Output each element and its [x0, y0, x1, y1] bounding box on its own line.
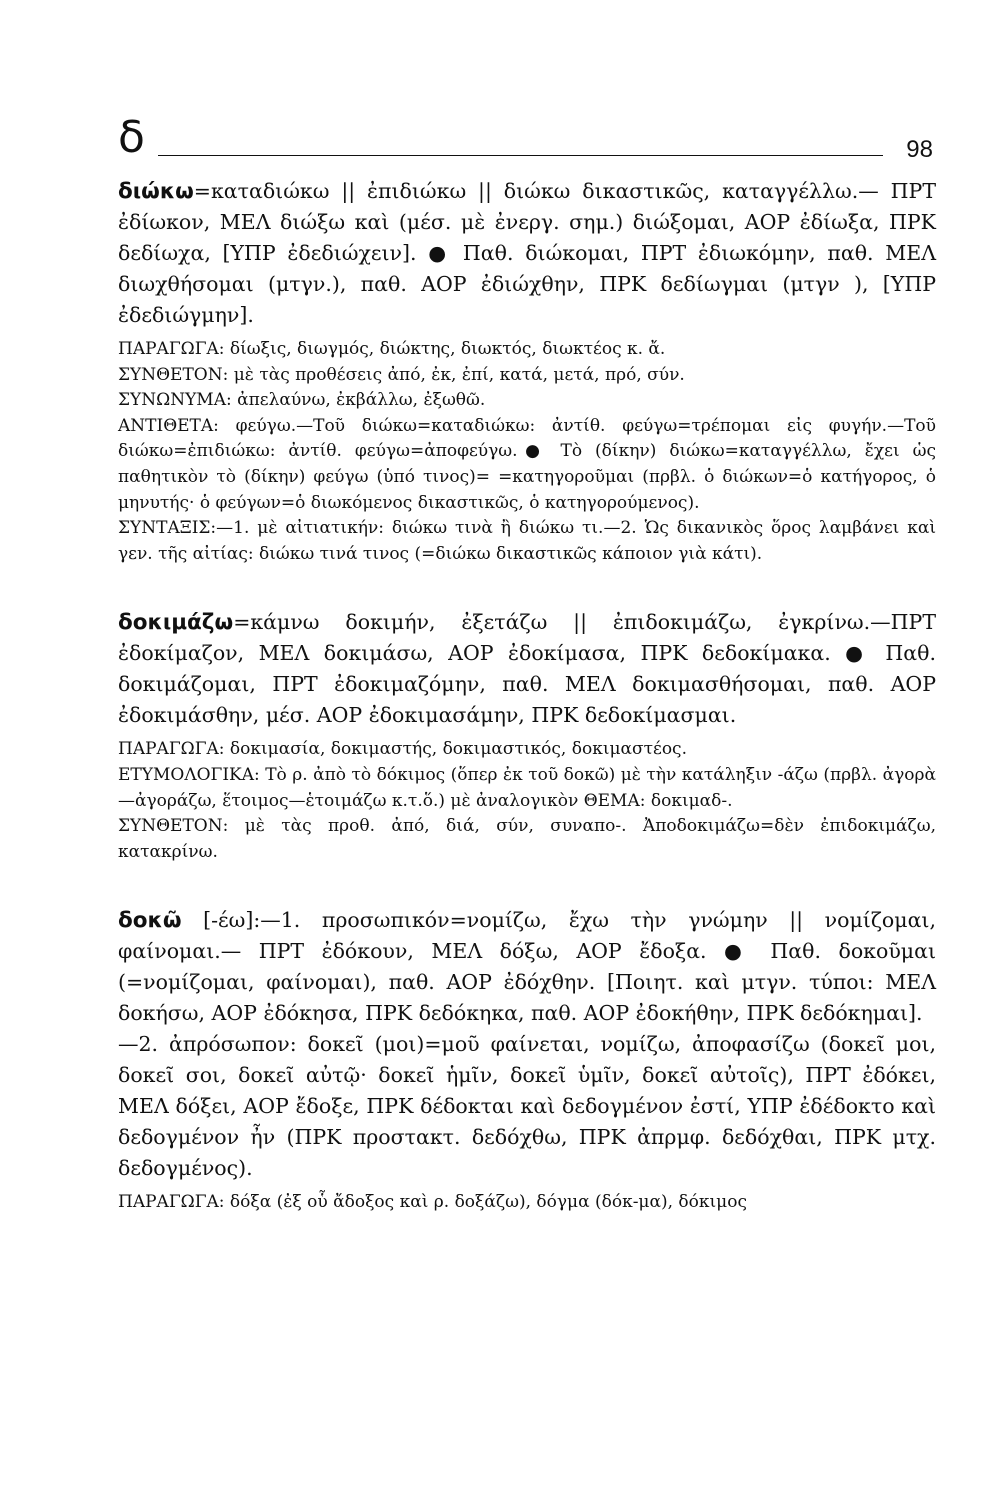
- note-paragoga: ΠΑΡΑΓΩΓΑ: δοκιμασία, δοκιμαστής, δοκιμαστικός, δοκιμαστέος.: [118, 739, 687, 760]
- note-syntheton: ΣΥΝΘΕΤΟΝ: μὲ τὰς προθέσεις ἀπό, ἐκ, ἐπί, κατά, μετά, πρό, σύν.: [118, 364, 685, 385]
- note-paragogа: ΠΑΡΑΓΩΓΑ: δίωξις, διωγμός, διώκτης, διωκτός, διωκτέος κ. ἄ.: [118, 339, 666, 359]
- entry-notes: [118, 737, 936, 865]
- page-content: [118, 176, 936, 1216]
- definition-paragraph: [118, 607, 936, 731]
- entry-spacer: [118, 865, 936, 905]
- entry-definition: [118, 176, 936, 331]
- section-letter: δ: [118, 112, 145, 163]
- page-number: 98: [906, 136, 933, 163]
- definition-text: [-έω]:—1. προσωπικόν=νομίζω, ἔχω τὴν γνώμην || νομίζομαι, φαίνομαι.— ΠΡΤ ἐδόκουν, ΜΕΛ δόξω, ΑΟΡ ἔδοξα. ● Παθ. δοκοῦμαι (=νομίζομαι, φαίνομαι), παθ. ΑΟΡ ἐδόχθην. [Ποιητ. καὶ μτγν. τύποι: ΜΕΛ δοκήσω, ΑΟΡ ἐδόκησα, ΠΡΚ δεδόκηκα, παθ. ΑΟΡ ἐδοκήθην, ΠΡΚ δεδόκημαι].: [118, 908, 936, 1026]
- entry-definition: [118, 607, 936, 731]
- note-etymologika: ΕΤΥΜΟΛΟΓΙΚΑ: Τὸ ρ. ἀπὸ τὸ δόκιμος (ὅπερ ἐκ τοῦ δοκῶ) μὲ τὴν κατάληξιν -άζω (πρβλ. ἀγορὰ—ἀγοράζω, ἕτοιμος—ἑτοιμάζω κ.τ.ὅ.) μὲ ἀναλογικὸν ΘΕΜΑ: δοκιμαδ-.: [118, 764, 936, 811]
- entry-notes: [118, 337, 936, 567]
- entry-definition: [118, 905, 936, 1184]
- entry-diokw: [118, 176, 936, 567]
- definition-text: =καταδιώκω || ἐπιδιώκω || διώκω δικαστικῶς, καταγγέλλω.— ΠΡΤ ἐδίωκον, ΜΕΛ διώξω καὶ (μέσ. μὲ ἐνεργ. σημ.) διώξομαι, ΑΟΡ ἐδίωξα, ΠΡΚ δεδίωχα, [ΥΠΡ ἐδεδιώχειν]. ● Παθ. διώκομαι, ΠΡΤ ἐδιωκόμην, παθ. ΜΕΛ διωχθήσομαι (μτγν.), παθ. ΑΟΡ ἐδιώχθην, ΠΡΚ δεδίωγμαι (μτγν ), [ΥΠΡ ἐδεδιώγμην].: [118, 179, 936, 327]
- definition-text: =κάμνω δοκιμήν, ἐξετάζω || ἐπιδοκιμάζω, ἐγκρίνω.—ΠΡΤ ἐδοκίμαζον, ΜΕΛ δοκιμάσω, ΑΟΡ ἐδοκίμασα, ΠΡΚ δεδοκίμακα. ● Παθ. δοκιμάζομαι, ΠΡΤ ἐδοκιμαζόμην, παθ. ΜΕΛ δοκιμασθήσομαι, παθ. ΑΟΡ ἐδοκιμάσθην, μέσ. ΑΟΡ ἐδοκιμασάμην, ΠΡΚ δεδοκίμασμαι.: [118, 610, 936, 728]
- note-syntheton: ΣΥΝΘΕΤΟΝ: μὲ τὰς προθ. ἀπό, διά, σύν, συναπο-. Ἀποδοκιμάζω=δὲν ἐπιδοκιμάζω, κατακρίνω.: [118, 816, 936, 862]
- entry-dokw: [118, 905, 936, 1216]
- definition-paragraph-2: —2. ἀπρόσωπον: δοκεῖ (μοι)=μοῦ φαίνεται, νομίζω, ἀποφασίζω (δοκεῖ μοι, δοκεῖ σοι, δοκεῖ αὐτῷ· δοκεῖ ἡμῖν, δοκεῖ ὑμῖν, δοκεῖ αὐτοῖς), ΠΡΤ ἐδόκει, ΜΕΛ δόξει, ΑΟΡ ἔδοξε, ΠΡΚ δέδοκται καὶ δεδογμένον ἐστί, ΥΠΡ ἐδέδοκτο καὶ δεδογμένον ἦν (ΠΡΚ προστακτ. δεδόχθω, ΠΡΚ ἀπρμφ. δεδόχθαι, ΠΡΚ μτχ. δεδογμένος).: [118, 1032, 936, 1181]
- header-rule: [158, 155, 883, 156]
- entry-spacer: [118, 567, 936, 607]
- page-header: [118, 112, 933, 168]
- headword: διώκω: [118, 179, 194, 204]
- note-synonyma: ΣΥΝΩΝΥΜΑ: ἀπελαύνω, ἐκβάλλω, ἐξωθῶ.: [118, 390, 486, 411]
- definition-paragraph: [118, 905, 936, 1029]
- note-syntaxis: ΣΥΝΤΑΞΙΣ:—1. μὲ αἰτιατικήν: διώκω τινὰ ἢ διώκω τι.—2. Ὡς δικανικὸς ὅρος λαμβάνει καὶ γεν. τῆς αἰτίας: διώκω τινά τινος (=διώκω δικαστικῶς κάποιον γιὰ κάτι).: [118, 518, 936, 564]
- note-antitheta: ΑΝΤΙΘΕΤΑ: φεύγω.—Τοῦ διώκω=καταδιώκω: ἀντίθ. φεύγω=τρέπομαι εἰς φυγήν.—Τοῦ διώκω=ἐπιδιώκω: ἀντίθ. φεύγω=ἀποφεύγω.● Τὸ (δίκην) διώκω=καταγγέλλω, ἔχει ὡς παθητικὸν τὸ (δίκην) φεύγω (ὑπό τινος)= =κατηγοροῦμαι (πρβλ. ὁ διώκων=ὁ κατήγορος, ὁ μηνυτής· ὁ φεύγων=ὁ διωκόμενος δικαστικῶς, ὁ κατηγορούμενος).: [118, 415, 936, 513]
- definition-paragraph: [118, 176, 936, 331]
- entry-dokimazw: [118, 607, 936, 865]
- entry-notes: [118, 1190, 936, 1216]
- headword: δοκῶ: [118, 908, 182, 934]
- note-paragoga: ΠΑΡΑΓΩΓΑ: δόξα (ἐξ οὗ ἄδοξος καὶ ρ. δοξάζω), δόγμα (δόκ-μα), δόκιμος: [118, 1192, 747, 1213]
- headword: δοκιμάζω: [118, 610, 234, 636]
